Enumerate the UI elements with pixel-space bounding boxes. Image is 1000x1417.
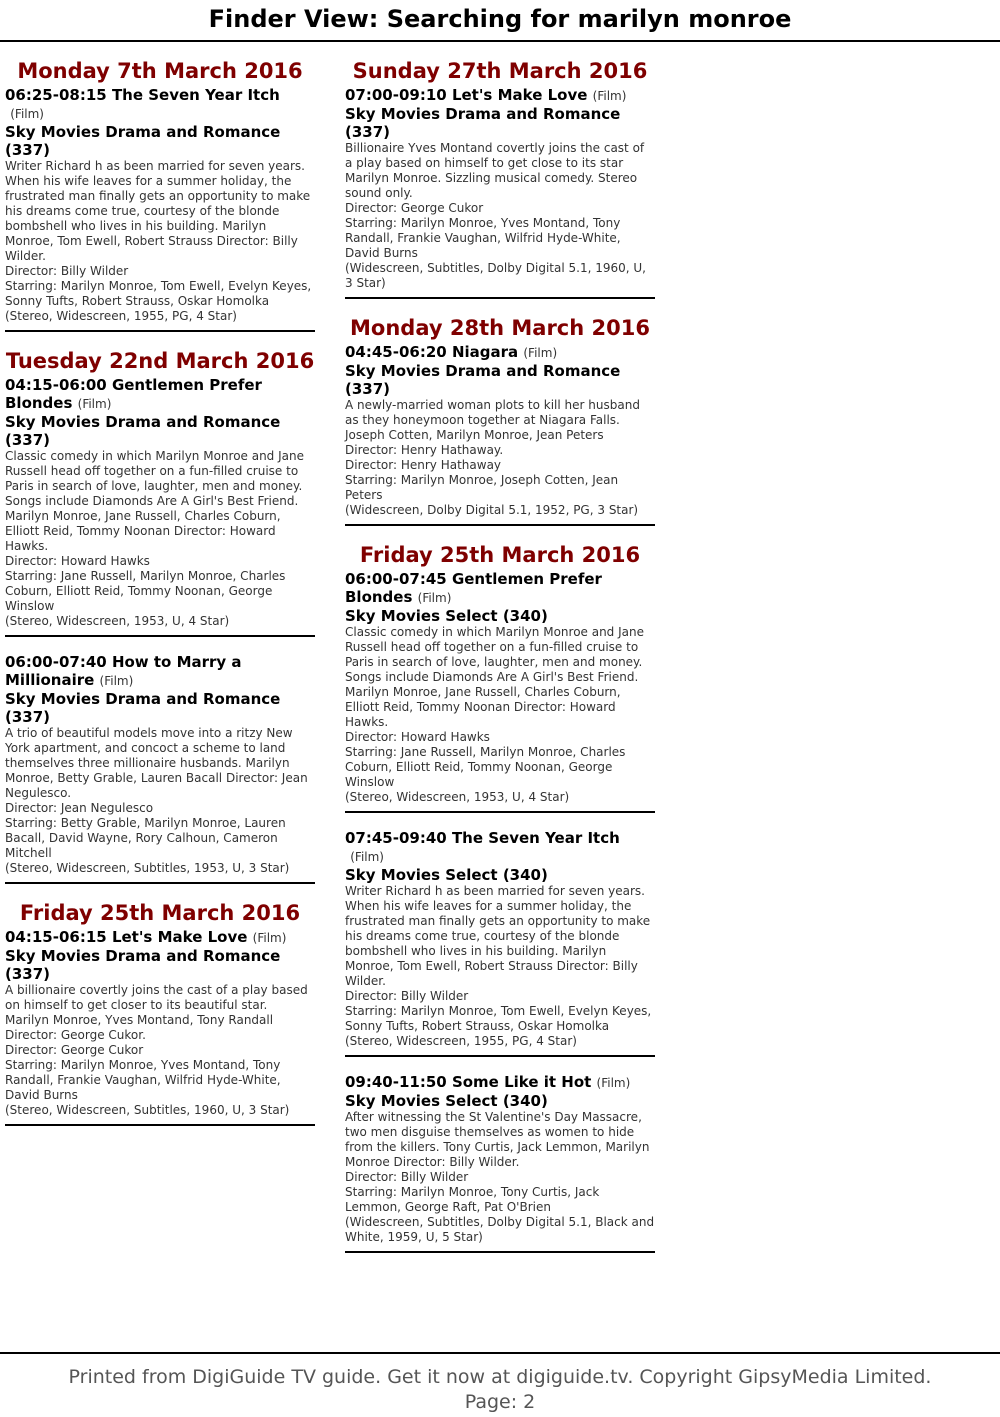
programme-entry xyxy=(5,653,315,884)
day-block xyxy=(345,315,655,526)
programme-title-line xyxy=(5,928,315,947)
programme-info: (Stereo, Widescreen, 1953, U, 4 Star) xyxy=(5,614,230,628)
programme-director: Director: Jean Negulesco xyxy=(5,801,154,815)
day-heading: Monday 28th March 2016 xyxy=(350,316,650,340)
programme-entry xyxy=(345,570,655,813)
programme-starring: Starring: Marilyn Monroe, Tom Ewell, Evelyn Keyes, Sonny Tufts, Robert Strauss, Oskar Homolka xyxy=(345,1004,652,1033)
channel-name: Sky Movies Drama and Romance (337) xyxy=(5,690,281,726)
film-tag: (Film) xyxy=(10,107,44,121)
programme-director: Director: Howard Hawks xyxy=(5,554,150,568)
programme-info: (Widescreen, Dolby Digital 5.1, 1952, PG, 3 Star) xyxy=(345,503,639,517)
programme-title[interactable]: 04:45-06:20 Niagara xyxy=(345,343,519,361)
programme-starring: Starring: Marilyn Monroe, Yves Montand, Tony Randall, Frankie Vaughan, Wilfrid Hyde-White, David Burns xyxy=(345,216,621,260)
programme-description: A trio of beautiful models move into a ritzy New York apartment, and concoct a scheme to land themselves three millionaire husbands. Marilyn Monroe, Betty Grable, Lauren Bacall Director: Jean Negulesco. xyxy=(5,726,308,800)
programme-entry xyxy=(345,1073,655,1253)
header-divider xyxy=(0,40,1000,42)
programme-title-line xyxy=(5,376,315,413)
programme-title-line xyxy=(345,86,655,105)
programme-info: (Widescreen, Subtitles, Dolby Digital 5.1, Black and White, 1959, U, 5 Star) xyxy=(345,1215,655,1244)
programme-description: A billionaire covertly joins the cast of a play based on himself to get closer to its beautiful star. Marilyn Monroe, Yves Montand, Tony Randall Director: George Cukor. xyxy=(5,983,308,1042)
programme-description: Classic comedy in which Marilyn Monroe and Jane Russell head off together on a fun-filled cruise to Paris in search of love, laughter, men and money. Songs include Diamonds Are A Girl's Best Friend. Marilyn Monroe, Jane Russell, Charles Coburn, Elliott Reid, Tommy Noonan Director: Howard Hawks. xyxy=(345,625,644,729)
programme-director: Director: Billy Wilder xyxy=(345,1170,469,1184)
film-tag: (Film) xyxy=(417,591,452,605)
programme-title[interactable]: 07:00-09:10 Let's Make Love xyxy=(345,86,588,104)
channel-name: Sky Movies Drama and Romance (337) xyxy=(5,413,281,449)
programme-title-line xyxy=(345,1073,655,1092)
programme-director: Director: George Cukor xyxy=(345,201,484,215)
programme-entry xyxy=(5,376,315,637)
programme-info: (Stereo, Widescreen, 1955, PG, 4 Star) xyxy=(345,1034,577,1048)
programme-info: (Stereo, Widescreen, 1953, U, 4 Star) xyxy=(345,790,570,804)
programme-entry xyxy=(345,343,655,526)
programme-starring: Starring: Marilyn Monroe, Joseph Cotten, Jean Peters xyxy=(345,473,619,502)
channel-name: Sky Movies Drama and Romance (337) xyxy=(5,123,281,159)
programme-title-line xyxy=(345,829,655,866)
programme-title[interactable]: 06:00-07:40 How to Marry a Millionaire xyxy=(5,653,242,689)
channel-name: Sky Movies Select (340) xyxy=(345,1092,548,1110)
day-heading: Monday 7th March 2016 xyxy=(17,59,303,83)
programme-title-line xyxy=(345,343,655,362)
programme-title[interactable]: 04:15-06:00 Gentlemen Prefer Blondes xyxy=(5,376,262,412)
film-tag: (Film) xyxy=(252,931,287,945)
footer-divider xyxy=(0,1352,1000,1354)
programme-entry xyxy=(345,829,655,1057)
day-block xyxy=(5,58,315,332)
day-block xyxy=(345,542,655,1253)
film-tag: (Film) xyxy=(523,346,558,360)
programme-description: Writer Richard h as been married for seven years. When his wife leaves for a summer holiday, the frustrated man finally gets an opportunity to make his dreams come true, courtesy of the blonde bombshell who lives in his building. Marilyn Monroe, Tom Ewell, Robert Strauss Director: Billy Wilder. xyxy=(345,884,651,988)
left-column xyxy=(5,58,315,1142)
programme-starring: Starring: Marilyn Monroe, Tom Ewell, Evelyn Keyes, Sonny Tufts, Robert Strauss, Oskar Homolka xyxy=(5,279,312,308)
programme-title[interactable]: 06:00-07:45 Gentlemen Prefer Blondes xyxy=(345,570,602,606)
day-heading: Tuesday 22nd March 2016 xyxy=(5,349,315,373)
channel-name: Sky Movies Select (340) xyxy=(345,607,548,625)
programme-director: Director: Henry Hathaway xyxy=(345,458,502,472)
film-tag: (Film) xyxy=(77,397,112,411)
day-heading: Friday 25th March 2016 xyxy=(359,543,641,567)
film-tag: (Film) xyxy=(350,850,384,864)
programme-starring: Starring: Marilyn Monroe, Tony Curtis, Jack Lemmon, George Raft, Pat O'Brien xyxy=(345,1185,600,1214)
page-title: Finder View: Searching for marilyn monroe xyxy=(208,5,792,33)
programme-info: (Stereo, Widescreen, 1955, PG, 4 Star) xyxy=(5,309,237,323)
programme-info: (Widescreen, Subtitles, Dolby Digital 5.1, 1960, U, 3 Star) xyxy=(345,261,646,290)
film-tag: (Film) xyxy=(99,674,134,688)
programme-director: Director: Howard Hawks xyxy=(345,730,490,744)
channel-name: Sky Movies Drama and Romance (337) xyxy=(5,947,281,983)
programme-title-line xyxy=(5,653,315,690)
programme-starring: Starring: Marilyn Monroe, Yves Montand, Tony Randall, Frankie Vaughan, Wilfrid Hyde-White, David Burns xyxy=(5,1058,281,1102)
programme-director: Director: Billy Wilder xyxy=(345,989,469,1003)
channel-name: Sky Movies Select (340) xyxy=(345,866,548,884)
day-heading: Friday 25th March 2016 xyxy=(19,901,301,925)
film-tag: (Film) xyxy=(596,1076,631,1090)
programme-info: (Stereo, Widescreen, Subtitles, 1960, U, 3 Star) xyxy=(5,1103,290,1117)
programme-info: (Stereo, Widescreen, Subtitles, 1953, U, 3 Star) xyxy=(5,861,290,875)
programme-title-line xyxy=(345,570,655,607)
day-block xyxy=(5,348,315,884)
day-heading: Sunday 27th March 2016 xyxy=(352,59,648,83)
film-tag: (Film) xyxy=(592,89,627,103)
programme-title[interactable]: 07:45-09:40 The Seven Year Itch xyxy=(345,829,620,847)
channel-name: Sky Movies Drama and Romance (337) xyxy=(345,105,621,141)
channel-name: Sky Movies Drama and Romance (337) xyxy=(345,362,621,398)
day-block xyxy=(345,58,655,299)
programme-starring: Starring: Betty Grable, Marilyn Monroe, Lauren Bacall, David Wayne, Rory Calhoun, Cameron Mitchell xyxy=(5,816,286,860)
programme-starring: Starring: Jane Russell, Marilyn Monroe, Charles Coburn, Elliott Reid, Tommy Noonan, George Winslow xyxy=(345,745,626,789)
footer-text: Printed from DigiGuide TV guide. Get it now at digiguide.tv. Copyright GipsyMedia Limited. Page: 2 xyxy=(68,1366,932,1413)
programme-title[interactable]: 04:15-06:15 Let's Make Love xyxy=(5,928,248,946)
right-column xyxy=(345,58,655,1269)
programme-entry xyxy=(5,86,315,332)
programme-director: Director: Billy Wilder xyxy=(5,264,129,278)
programme-starring: Starring: Jane Russell, Marilyn Monroe, Charles Coburn, Elliott Reid, Tommy Noonan, George Winslow xyxy=(5,569,286,613)
programme-director: Director: George Cukor xyxy=(5,1043,144,1057)
programme-description: After witnessing the St Valentine's Day Massacre, two men disguise themselves as women to hide from the killers. Tony Curtis, Jack Lemmon, Marilyn Monroe Director: Billy Wilder. xyxy=(345,1110,650,1169)
programme-description: Writer Richard h as been married for seven years. When his wife leaves for a summer holiday, the frustrated man finally gets an opportunity to make his dreams come true, courtesy of the blonde bombshell who lives in his building. Marilyn Monroe, Tom Ewell, Robert Strauss Director: Billy Wilder. xyxy=(5,159,311,263)
programme-entry xyxy=(5,928,315,1126)
programme-entry xyxy=(345,86,655,299)
programme-description: A newly-married woman plots to kill her husband as they honeymoon together at Niagara Falls. Joseph Cotten, Marilyn Monroe, Jean Peters Director: Henry Hathaway. xyxy=(345,398,640,457)
day-block xyxy=(5,900,315,1126)
programme-title[interactable]: 06:25-08:15 The Seven Year Itch xyxy=(5,86,280,104)
programme-description: Classic comedy in which Marilyn Monroe and Jane Russell head off together on a fun-filled cruise to Paris in search of love, laughter, men and money. Songs include Diamonds Are A Girl's Best Friend. Marilyn Monroe, Jane Russell, Charles Coburn, Elliott Reid, Tommy Noonan Director: Howard Hawks. xyxy=(5,449,304,553)
programme-description: Billionaire Yves Montand covertly joins the cast of a play based on himself to get close to its star Marilyn Monroe. Sizzling musical comedy. Stereo sound only. xyxy=(345,141,645,200)
programme-title-line xyxy=(5,86,315,123)
programme-title[interactable]: 09:40-11:50 Some Like it Hot xyxy=(345,1073,592,1091)
